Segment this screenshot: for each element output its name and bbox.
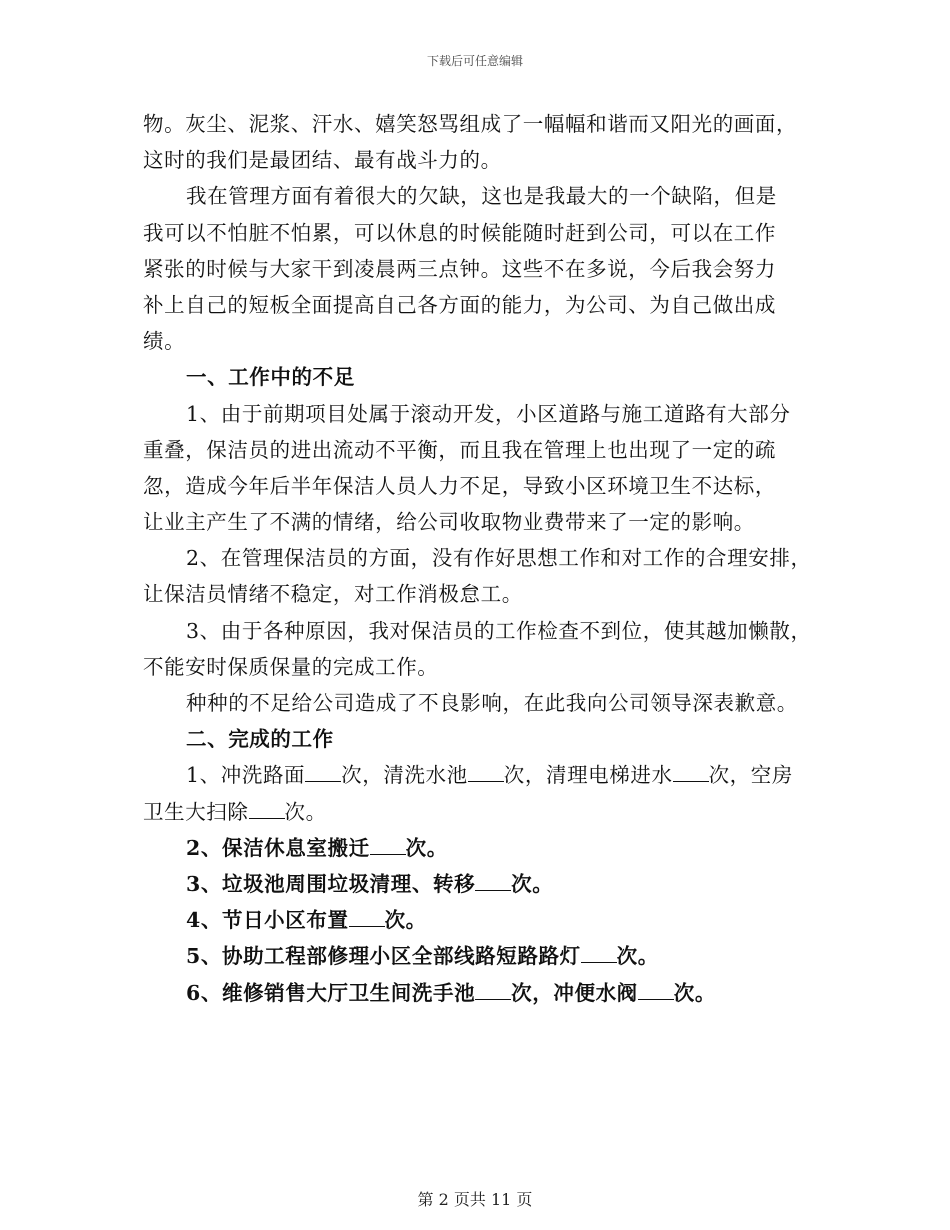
document-body	[143, 106, 823, 1011]
blank-underline	[475, 981, 511, 1000]
text-segment: 6、维修销售大厅卫生间洗手池	[186, 980, 476, 1005]
work-item-line	[143, 938, 823, 974]
paragraph-line: 这时的我们是最团结、最有战斗力的。	[143, 148, 502, 173]
blank-underline	[581, 944, 617, 963]
text-segment: 卫生大扫除	[143, 799, 249, 824]
text-segment: 次，空房	[708, 763, 793, 788]
blank-underline	[638, 981, 674, 1000]
paragraph-line: 1、由于前期项目处属于滚动开发，小区道路与施工道路有大部分	[186, 401, 791, 426]
paragraph-line: 忽，造成今年后半年保洁人员人力不足，导致小区环境卫生不达标，	[143, 473, 776, 498]
text-segment: 次。	[616, 944, 659, 969]
text-segment: 次。	[384, 908, 427, 933]
work-item-line	[143, 975, 823, 1011]
paragraph-line: 让业主产生了不满的情绪，给公司收取物业费带来了一定的影响。	[143, 510, 755, 535]
text-segment: 次，清理电梯进水	[503, 763, 673, 788]
text-segment: 5、协助工程部修理小区全部线路短路路灯	[186, 944, 581, 969]
paragraph-line: 紧张的时候与大家干到凌晨两三点钟。这些不在多说，今后我会努力	[143, 256, 776, 281]
text-segment: 2、保洁休息室搬迁	[186, 835, 370, 860]
text-segment: 次。	[511, 871, 554, 896]
blank-underline	[370, 836, 406, 855]
work-item-line	[143, 830, 823, 866]
paragraph-line: 我在管理方面有着很大的欠缺，这也是我最大的一个缺陷，但是	[186, 184, 777, 209]
paragraph-line: 物。灰尘、泥浆、汗水、嬉笑怒骂组成了一幅幅和谐而又阳光的画面，	[143, 112, 798, 136]
paragraph-line: 不能安时保质保量的完成工作。	[143, 654, 439, 679]
blank-underline	[673, 763, 709, 782]
page-footer: 第 2 页共 11 页	[417, 1190, 533, 1209]
text-segment: 1、冲洗路面	[186, 763, 306, 788]
paragraph-line: 重叠，保洁员的进出流动不平衡，而且我在管理上也出现了一定的疏	[143, 437, 776, 462]
text-segment: 4、节日小区布置	[186, 908, 349, 933]
paragraph-line: 2、在管理保洁员的方面，没有作好思想工作和对工作的合理安排，	[186, 546, 812, 571]
text-segment: 次。	[284, 799, 327, 824]
paragraph-line: 让保洁员情绪不稳定，对工作消极怠工。	[143, 582, 523, 607]
blank-underline	[349, 908, 385, 927]
work-item-line	[143, 757, 823, 793]
text-segment: 次。	[405, 835, 448, 860]
paragraph-line: 3、由于各种原因，我对保洁员的工作检查不到位，使其越加懒散，	[186, 618, 812, 643]
page-header: 下载后可任意编辑	[426, 54, 523, 68]
text-segment: 次，清洗水池	[341, 763, 468, 788]
text-segment: 3、垃圾池周围垃圾清理、转移	[186, 871, 476, 896]
text-segment: 次，冲便水阀	[511, 980, 638, 1005]
paragraph-line: 种种的不足给公司造成了不良影响，在此我向公司领导深表歉意。	[186, 691, 798, 715]
blank-underline	[249, 800, 285, 819]
text-segment: 次。	[673, 980, 716, 1005]
blank-underline	[475, 872, 511, 891]
paragraph-line: 绩。	[143, 329, 186, 354]
blank-underline	[305, 763, 341, 782]
paragraph-line: 补上自己的短板全面提高自己各方面的能力，为公司、为自己做出成	[143, 292, 776, 317]
work-item-line	[143, 902, 823, 938]
work-item-line	[143, 794, 823, 830]
work-item-line	[143, 866, 823, 902]
section-heading: 二、完成的工作	[186, 727, 334, 752]
section-heading: 一、工作中的不足	[186, 365, 355, 390]
blank-underline	[468, 763, 504, 782]
paragraph-line: 我可以不怕脏不怕累，可以休息的时候能随时赶到公司，可以在工作	[143, 220, 776, 245]
